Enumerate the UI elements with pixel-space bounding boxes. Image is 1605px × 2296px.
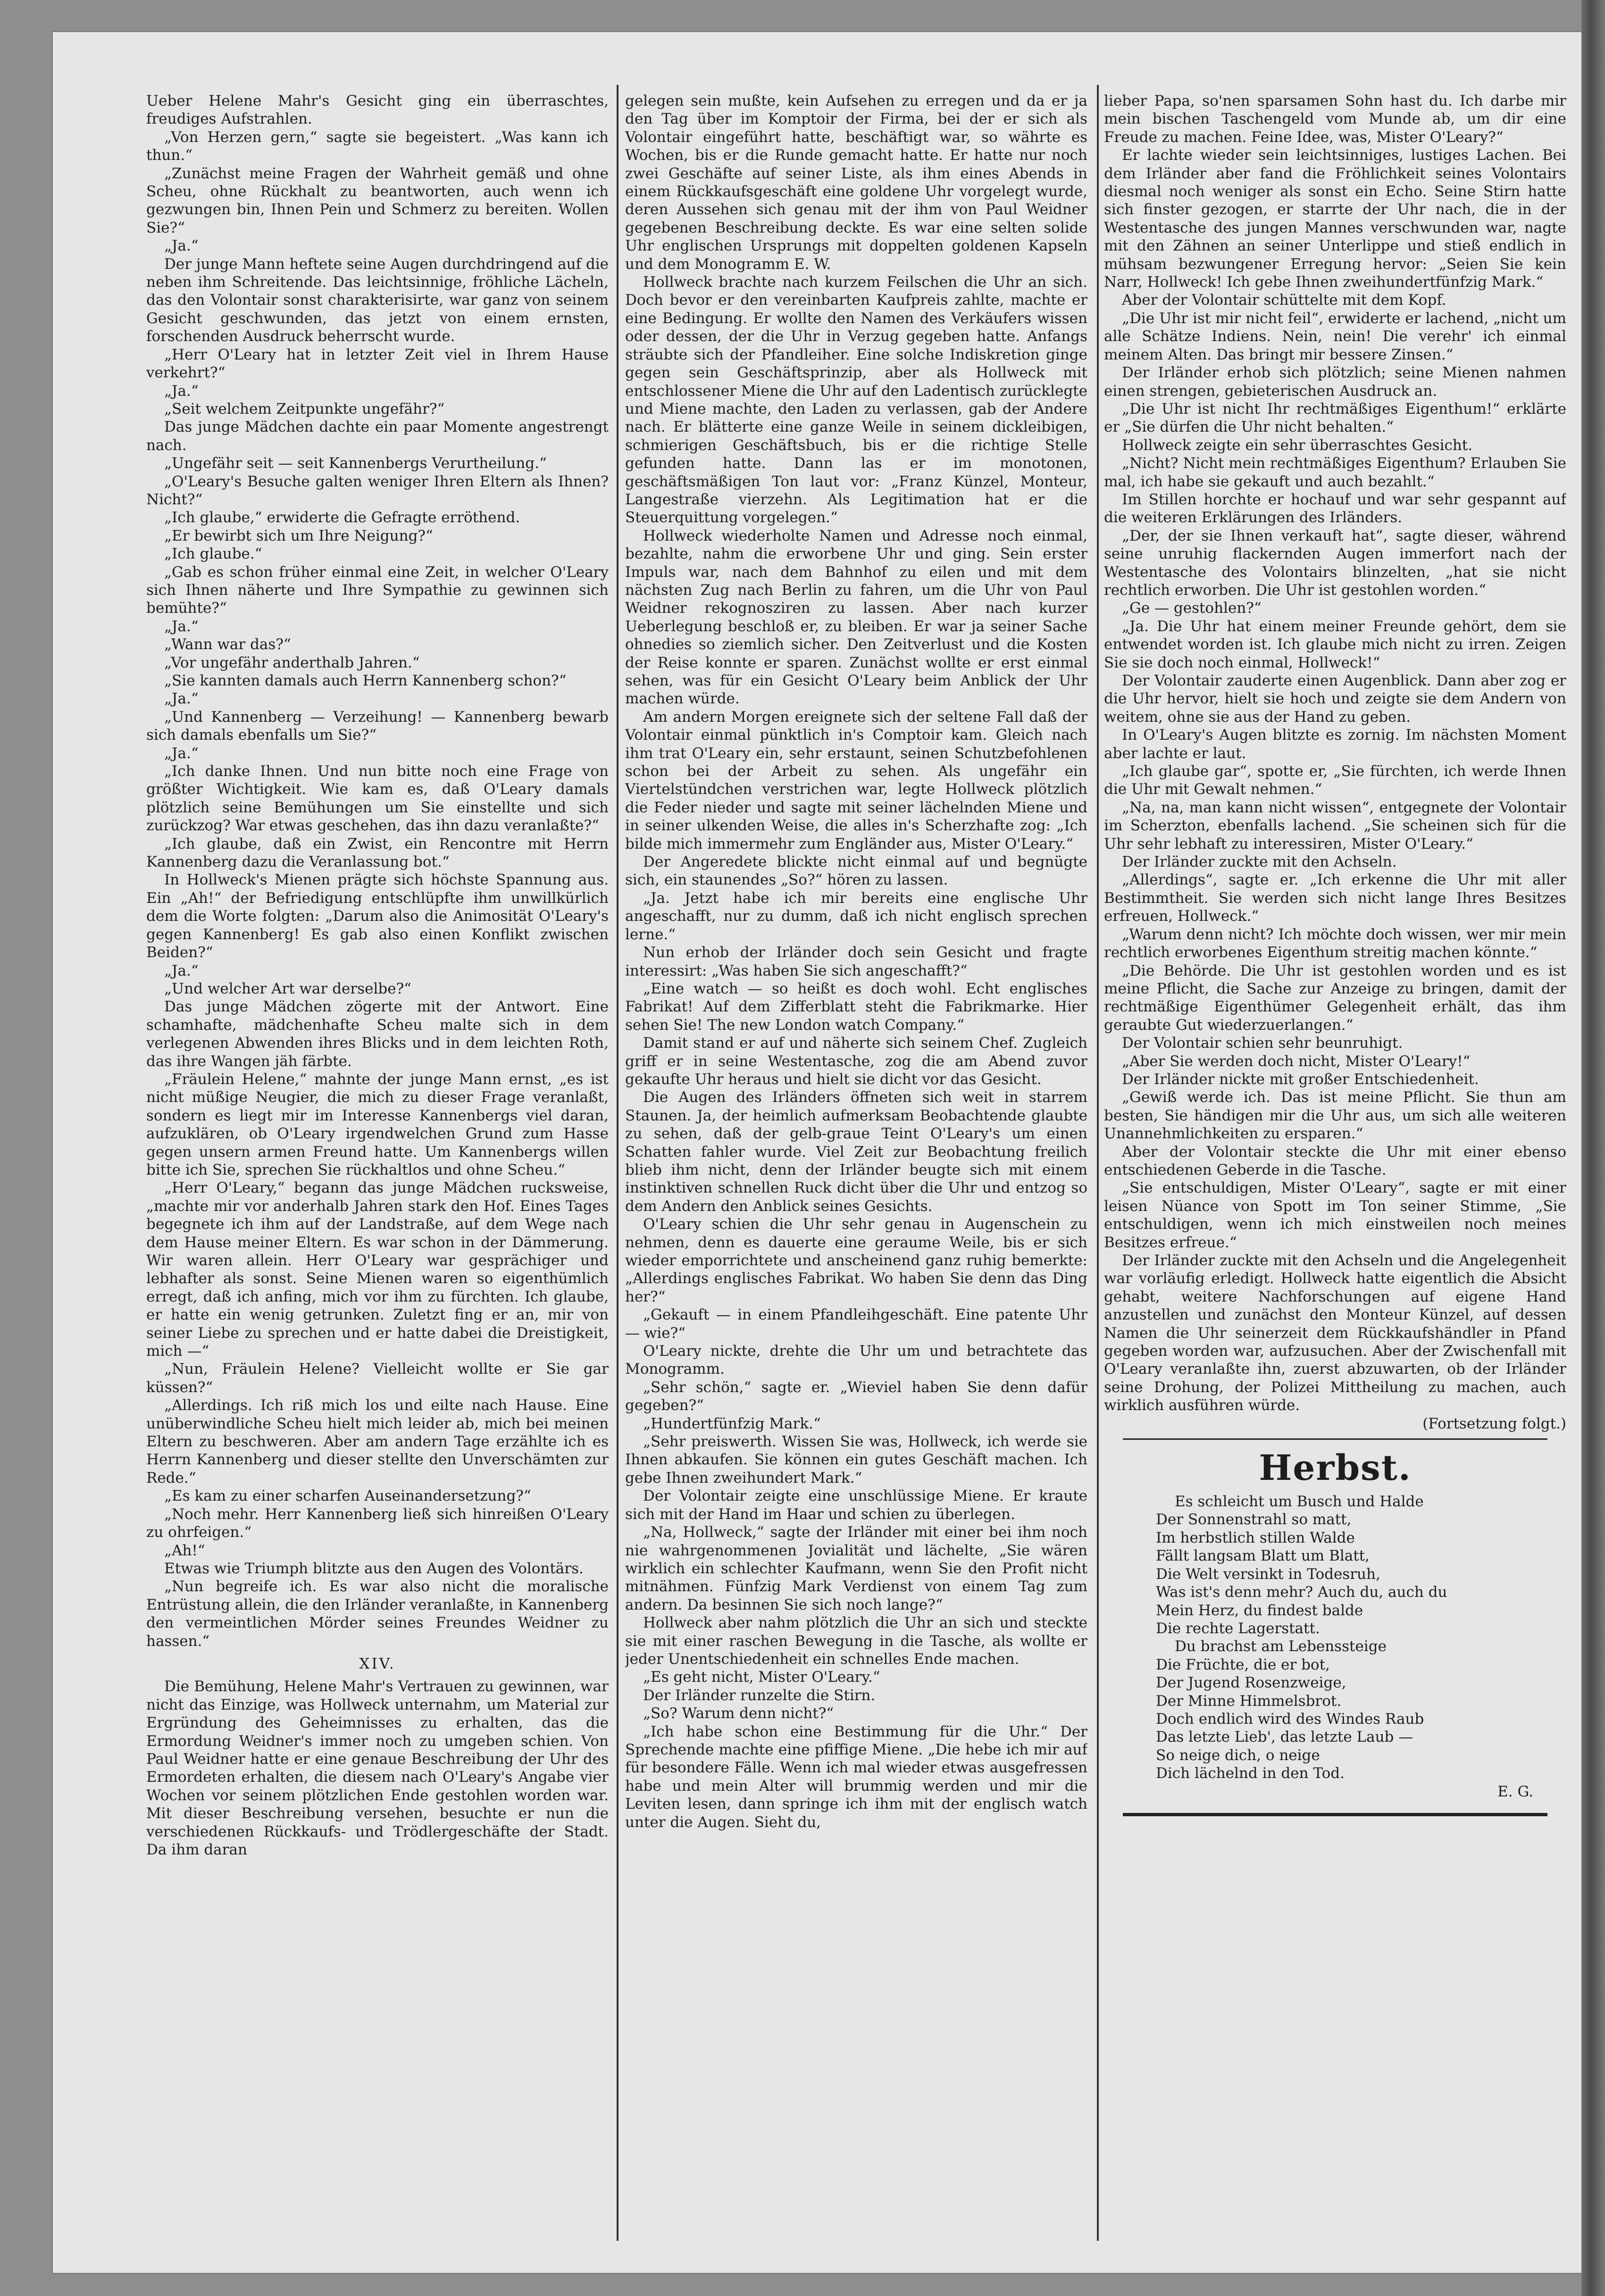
paragraph: „Ja.“ xyxy=(164,618,199,635)
paragraph: „Sehr schön,“ sagte er. „Wieviel haben Sie denn dafür gegeben?“ xyxy=(625,1378,1087,1414)
paragraph: „Gab es schon früher einmal eine Zeit, in welcher O'Leary sich Ihnen näherte und Ihre Sympathie zu gewinnen sich bemühte?“ xyxy=(146,563,609,617)
paragraph: „Ich danke Ihnen. Und nun bitte noch eine Frage von größter Wichtigkeit. Wie kam es, daß O'Leary damals plötzlich seine Bemühungen um Sie einstellte und sich zurückzog? War etwas geschehen, das ihn dazu veranlaßte?“ xyxy=(146,763,609,835)
poem-line: Die Früchte, die er bot, xyxy=(1156,1656,1330,1673)
paragraph: „Eine watch — so heißt es doch wohl. Echt englisches Fabrikat! Auf dem Zifferblatt steht die Fabrikmarke. Hier sehen Sie! The new London watch Company.“ xyxy=(625,980,1087,1034)
paragraph: „Ja. Die Uhr hat einem meiner Freunde gehört, dem sie entwendet worden ist. Ich glaube mich nicht zu irren. Zeigen Sie sie doch noch einmal, Hollweck!“ xyxy=(1104,618,1566,671)
paragraph: Er lachte wieder sein leichtsinniges, lustiges Lachen. Bei dem Irländer aber fand die Fröhlichkeit seines Volontairs diesmal noch weniger als sonst ein Echo. Seine Stirn hatte sich finster gezogen, er starrte der Uhr nach, die in der Westentasche des jungen Mannes verschwunden war, nagte mit den Zähnen an seiner Unterlippe und stieß endlich in mühsam bezwungener Erregung hervor: „Seien Sie kein Narr, Hollweck! Ich gebe Ihnen zweihundertfünfzig Mark.“ xyxy=(1104,147,1566,291)
paragraph: „So? Warum denn nicht?“ xyxy=(643,1705,834,1722)
paragraph: „Ge — gestohlen?“ xyxy=(1122,600,1262,617)
paragraph: „Gewiß werde ich. Das ist meine Pflicht. Sie thun am besten, Sie händigen mir die Uhr aus, um sich alle weiteren Unannehmlichkeiten zu ersparen.“ xyxy=(1104,1089,1566,1143)
poem-line: Fällt langsam Blatt um Blatt, xyxy=(1156,1547,1370,1565)
paragraph: „Sie entschuldigen, Mister O'Leary“, sagte er mit einer leisen Nüance von Spott im Ton seiner Stimme, „Sie entschuldigen, wenn ich mich einstweilen noch meines Besitzes erfreue.“ xyxy=(1104,1179,1566,1251)
paragraph: Die Augen des Irländers öffneten sich weit in starrem Staunen. Ja, der heimlich aufmerksam Beobachtende glaubte zu sehen, daß der gelb-graue Teint O'Leary's um einen Schatten fahler wurde. Viel Zeit zur Beobachtung freilich blieb ihm nicht, denn der Irländer beugte sich mit einem instinktiven schnellen Ruck dicht über die Uhr und entzog so dem Andern den Anblick seines Gesichts. xyxy=(625,1089,1087,1215)
paragraph: „Nicht? Nicht mein rechtmäßiges Eigenthum? Erlauben Sie mal, ich habe sie gekauft und auch bezahlt.“ xyxy=(1104,455,1566,490)
column-rule-1 xyxy=(617,85,619,2241)
paragraph: „Seit welchem Zeitpunkte ungefähr?“ xyxy=(164,400,445,417)
poem-line: Was ist's denn mehr? Auch du, auch du xyxy=(1156,1584,1447,1601)
poem-line: Die rechte Lagerstatt. xyxy=(1156,1620,1320,1637)
paragraph: O'Leary nickte, drehte die Uhr um und betrachtete das Monogramm. xyxy=(625,1343,1087,1378)
paragraph: „Allerdings“, sagte er. „Ich erkenne die Uhr mit aller Bestimmtheit. Sie werden sich nicht lange Ihres Besitzes erfreuen, Hollweck.“ xyxy=(1104,871,1566,925)
continued-note: (Fortsetzung folgt.) xyxy=(1422,1415,1566,1432)
paragraph: „Allerdings. Ich riß mich los und eilte nach Hause. Eine unüberwindliche Scheu hielt mich leider ab, mich bei meinen Eltern zu beschweren. Aber am andern Tage erzählte ich es Herrn Kannenberg und dieser stellte den Unverschämten zur Rede.“ xyxy=(146,1397,609,1486)
paragraph: Die Bemühung, Helene Mahr's Vertrauen zu gewinnen, war nicht das Einzige, was Hollweck unternahm, um Material zur Ergründung des Geheimnisses zu erhalten, das die Ermordung Weidner's immer noch zu umgeben schien. Von Paul Weidner hatte er eine genaue Beschreibung der Uhr des Ermordeten erhalten, die diesem nach O'Leary's Angabe vier Wochen vor seinem plötzlichen Ende gestohlen worden war. Mit dieser Beschreibung versehen, besuchte er nun die verschiedenen Rückkaufs- und Trödlergeschäfte der Stadt. Da ihm daran xyxy=(146,1678,609,1858)
paragraph: Etwas wie Triumph blitzte aus den Augen des Volontärs. xyxy=(164,1560,584,1577)
paragraph: In O'Leary's Augen blitzte es zornig. Im nächsten Moment aber lachte er laut. xyxy=(1104,726,1566,762)
paragraph: „Herr O'Leary,“ begann das junge Mädchen rucksweise, „machte mir vor anderhalb Jahren stark den Hof. Eines Tages begegnete ich ihm auf der Landstraße, auf dem Wege nach dem Hause meiner Eltern. Es war schon in der Dämmerung. Wir waren allein. Herr O'Leary war gesprächiger und lebhafter als sonst. Seine Mienen waren so eigenthümlich erregt, daß ich anfing, mich vor ihm zu fürchten. Ich glaube, er hatte ein wenig getrunken. Zuletzt fing er an, mir von seiner Liebe zu sprechen und er hatte dabei die Dreistigkeit, mich —“ xyxy=(146,1179,609,1360)
paragraph: „Vor ungefähr anderthalb Jahren.“ xyxy=(164,654,420,671)
paragraph: Der junge Mann heftete seine Augen durchdringend auf die neben ihm Schreitende. Das leichtsinnige, fröhliche Lächeln, das den Volontair sonst charakterisirte, war ganz von seinem Gesicht geschwunden, das jetzt von einem ernsten, forschenden Ausdruck beherrscht wurde. xyxy=(146,255,609,345)
book-spine xyxy=(1581,0,1605,2296)
paragraph: Ueber Helene Mahr's Gesicht ging ein überraschtes, freudiges Aufstrahlen. xyxy=(146,92,609,128)
paragraph: „Sehr preiswerth. Wissen Sie was, Hollweck, ich werde sie Ihnen abkaufen. Sie können ein gutes Geschäft machen. Ich gebe Ihnen zweihundert Mark.“ xyxy=(625,1433,1087,1486)
paragraph: Am andern Morgen ereignete sich der seltene Fall daß der Volontair einmal pünktlich in's Comptoir kam. Gleich nach ihm trat O'Leary ein, sehr erstaunt, seinen Schutzbefohlenen schon bei der Arbeit zu sehen. Als ungefähr ein Viertelstündchen verstrichen war, legte Hollweck plötzlich die Feder nieder und sagte mit seiner lächelnden Miene und in seiner ulkenden Weise, die alles in's Scherzhafte zog: „Ich bilde mich immermehr zum Engländer aus, Mister O'Leary.“ xyxy=(625,708,1087,852)
text-column-3 xyxy=(1104,92,1566,2262)
paragraph: „Aber Sie werden doch nicht, Mister O'Leary!“ xyxy=(1122,1052,1471,1070)
paragraph: „Ja.“ xyxy=(164,744,199,762)
poem-title: Herbst. xyxy=(1259,1448,1412,1489)
paragraph: „Wann war das?“ xyxy=(164,636,291,653)
paragraph: „Von Herzen gern,“ sagte sie begeistert. „Was kann ich thun.“ xyxy=(146,128,609,164)
paragraph: „Zunächst meine Fragen der Wahrheit gemäß und ohne Scheu, ohne Rückhalt zu beantworten, auch wenn ich gezwungen bin, Ihnen Pein und Schmerz zu bereiten. Wollen Sie?“ xyxy=(146,165,609,236)
paragraph: Hollweck aber nahm plötzlich die Uhr an sich und steckte sie mit einer raschen Bewegung in die Tasche, als wollte er jeder Unentschiedenheit ein schnelles Ende machen. xyxy=(625,1614,1087,1668)
paragraph: „Noch mehr. Herr Kannenberg ließ sich hinreißen O'Leary zu ohrfeigen.“ xyxy=(146,1505,609,1541)
paragraph: „Ja.“ xyxy=(164,962,199,979)
paragraph: „Nun, Fräulein Helene? Vielleicht wollte er Sie gar küssen?“ xyxy=(146,1361,609,1396)
paragraph: „Und Kannenberg — Verzeihung! — Kannenberg bewarb sich damals ebenfalls um Sie?“ xyxy=(146,708,609,744)
paragraph: „Fräulein Helene,“ mahnte der junge Mann ernst, „es ist nicht müßige Neugier, die mich zu dieser Frage veranlaßt, sondern es liegt mir im Interesse Kannenbergs viel daran, aufzuklären, ob O'Leary irgendwelchen Grund zum Hasse gegen unsern armen Freund hatte. Um Kannenbergs willen bitte ich Sie, sprechen Sie rückhaltlos und ohne Scheu.“ xyxy=(146,1070,609,1178)
poem-line: Mein Herz, du findest balde xyxy=(1156,1602,1363,1619)
text-column-1 xyxy=(146,92,609,2262)
text-column-2 xyxy=(625,92,1087,2262)
poem-line: Der Jugend Rosenzweige, xyxy=(1156,1674,1346,1692)
paragraph: „Ich glaube,“ erwiderte die Gefragte erröthend. xyxy=(164,509,520,526)
paragraph: Der Irländer zuckte mit den Achseln. xyxy=(1122,853,1397,871)
paragraph: Der Angeredete blickte nicht einmal auf und begnügte sich, ein staunendes „So?“ hören zu lassen. xyxy=(625,853,1087,889)
paragraph: Der Irländer runzelte die Stirn. xyxy=(643,1687,876,1704)
poem-line: Der Sonnenstrahl so matt, xyxy=(1156,1511,1352,1528)
paragraph: O'Leary schien die Uhr sehr genau in Augenschein zu nehmen, denn es dauerte eine geraume Weile, bis er sich wieder emporrichtete und anscheinend ganz ruhig bemerkte: „Allerdings englisches Fabrikat. Wo haben Sie denn das Ding her?“ xyxy=(625,1216,1087,1305)
paragraph: Aber der Volontair steckte die Uhr mit einer ebenso entschiedenen Geberde in die Tasche. xyxy=(1104,1143,1566,1178)
paragraph: „Na, na, man kann nicht wissen“, entgegnete der Volontair im Scherzton, ebenfalls lachend. „Sie scheinen sich für die Uhr sehr lebhaft zu interessiren, Mister O'Leary.“ xyxy=(1104,799,1566,852)
paragraph: Hollweck wiederholte Namen und Adresse noch einmal, bezahlte, nahm die erworbene Uhr und ging. Sein erster Impuls war, nach dem Bahnhof zu eilen und mit dem nächsten Zug nach Berlin zu fahren, um die Uhr von Paul Weidner rekognosziren zu lassen. Aber nach kurzer Ueberlegung beschloß er, zu bleiben. Er war ja seiner Sache ohnedies so ziemlich sicher. Den Zeitverlust und die Kosten der Reise konnte er sparen. Zunächst wollte er erst einmal sehen, was für ein Gesicht O'Leary beim Anblick der Uhr machen würde. xyxy=(625,527,1087,708)
paragraph: Damit stand er auf und näherte sich seinem Chef. Zugleich griff er in seine Westentasche, zog die am Abend zuvor gekaufte Uhr heraus und hielt sie dicht vor das Gesicht. xyxy=(625,1035,1087,1088)
paragraph: Das junge Mädchen zögerte mit der Antwort. Eine schamhafte, mädchenhafte Scheu malte sich in dem verlegenen Abwenden ihres Blicks und in dem leichten Roth, das ihre Wangen jäh färbte. xyxy=(146,998,609,1070)
paragraph: „Ich glaube, daß ein Zwist, ein Rencontre mit Herrn Kannenberg dazu die Veranlassung bot.“ xyxy=(146,835,609,871)
paragraph: „Ich habe schon eine Bestimmung für die Uhr.“ Der Sprechende machte eine pfiffige Miene. „Die hebe ich mir auf für besondere Fälle. Wenn ich mal wieder etwas ausgefressen habe und mein Alter will brummig werden und mir die Leviten lesen, dann springe ich ihm mit der englisch watch unter die Augen. Sieht du, xyxy=(625,1723,1087,1831)
end-rule xyxy=(1123,1813,1547,1816)
paragraph: Das junge Mädchen dachte ein paar Momente angestrengt nach. xyxy=(146,418,609,454)
paragraph: Nun erhob der Irländer doch sein Gesicht und fragte interessirt: „Was haben Sie sich angeschafft?“ xyxy=(625,944,1087,979)
column-3-article xyxy=(1104,92,1566,1415)
paragraph: „Ja.“ xyxy=(164,382,199,400)
poem-line: Doch endlich wird des Windes Raub xyxy=(1156,1710,1424,1728)
paragraph: Der Volontair zauderte einen Augenblick. Dann aber zog er die Uhr hervor, hielt sie hoch und zeigte sie dem Andern von weitem, ohne sie aus der Hand zu geben. xyxy=(1104,672,1566,726)
paragraph: „Herr O'Leary hat in letzter Zeit viel in Ihrem Hause verkehrt?“ xyxy=(146,346,609,382)
paragraph: „Ich glaube gar“, spotte er, „Sie fürchten, ich werde Ihnen die Uhr mit Gewalt nehmen.“ xyxy=(1104,763,1566,798)
paragraph: „Na, Hollweck,“ sagte der Irländer mit einer bei ihm noch nie wahrgenommenen Jovialität und lächelte, „Sie wären wirklich ein schlechter Kaufmann, wenn Sie den Profit nicht mitnähmen. Fünfzig Mark Verdienst von einem Tag zum andern. Da besinnen Sie sich noch lange?“ xyxy=(625,1524,1087,1613)
paragraph: „Sie kannten damals auch Herrn Kannenberg schon?“ xyxy=(164,672,567,689)
paragraph: „Hundertfünfzig Mark.“ xyxy=(643,1415,821,1432)
paragraph: „Ah!“ xyxy=(164,1542,205,1559)
poem-line: Es schleicht um Busch und Halde xyxy=(1175,1493,1424,1511)
paragraph: „Der, der sie Ihnen verkauft hat“, sagte dieser, während seine unruhig flackernden Augen immerfort nach der Westentasche des Volontairs blinzelten, „hat sie nicht rechtlich erworben. Die Uhr ist gestohlen worden.“ xyxy=(1104,527,1566,599)
paragraph: Hollweck brachte nach kurzem Feilschen die Uhr an sich. Doch bevor er den vereinbarten Kaufpreis zahlte, machte er eine Bedingung. Er wollte den Namen des Verkäufers wissen oder dessen, der die Uhr in Verzug gegeben hatte. Anfangs sträubte sich der Pfandleiher. Eine solche Indiskretion ginge gegen sein Geschäftsprinzip, aber als Hollweck mit entschlossener Miene die Uhr auf den Ladentisch zurücklegte und Miene machte, den Laden zu verlassen, gab der Andere nach. Er blätterte eine ganze Weile in seinem dickleibigen, schmierigen Geschäftsbuch, bis er die richtige Stelle gefunden hatte. Dann las er im monotonen, geschäftsmäßigen Ton laut vor: „Franz Künzel, Monteur, Langestraße vierzehn. Als Legitimation hat er die Steuerquittung vorgelegen.“ xyxy=(625,274,1087,526)
poem-body xyxy=(1104,1493,1566,1783)
paragraph: Der Irländer nickte mit großer Entschiedenheit. xyxy=(1122,1070,1479,1088)
paragraph: „Es geht nicht, Mister O'Leary.“ xyxy=(643,1669,880,1686)
poem-line: Du brachst am Lebenssteige xyxy=(1175,1638,1387,1655)
poem-line: So neige dich, o neige xyxy=(1156,1746,1320,1764)
paragraph: „Die Uhr ist nicht Ihr rechtmäßiges Eigenthum!“ erklärte er „Sie dürfen die Uhr nicht behalten.“ xyxy=(1104,400,1566,436)
poem-line: Die Welt versinkt in Todesruh, xyxy=(1156,1565,1380,1583)
paragraph: „O'Leary's Besuche galten weniger Ihren Eltern als Ihnen? Nicht?“ xyxy=(146,473,609,508)
paragraph: lieber Papa, so'nen sparsamen Sohn hast du. Ich darbe mir mein bischen Taschengeld vom Munde ab, um dir eine Freude zu machen. Feine Idee, was, Mister O'Leary?“ xyxy=(1104,92,1566,146)
paragraph: „Gekauft — in einem Pfandleihgeschäft. Eine patente Uhr — wie?“ xyxy=(625,1306,1087,1342)
paragraph: „Die Behörde. Die Uhr ist gestohlen worden und es ist meine Pflicht, die Sache zur Anzeige zu bringen, damit der rechtmäßige Eigenthümer Gelegenheit erhält, das ihm geraubte Gut wiederzuerlangen.“ xyxy=(1104,962,1566,1034)
paragraph: „Er bewirbt sich um Ihre Neigung?“ xyxy=(164,527,433,544)
paragraph: Der Irländer erhob sich plötzlich; seine Mienen nahmen einen strengen, gebieterischen Ausdruck an. xyxy=(1104,364,1566,400)
paragraph: „Nun begreife ich. Es war also nicht die moralische Entrüstung allein, die den Irländer veranlaßte, in Kannenberg den vermeintlichen Mörder seines Freundes Weidner zu hassen.“ xyxy=(146,1578,609,1650)
paragraph: „Die Uhr ist mir nicht feil“, erwiderte er lachend, „nicht um alle Schätze Indiens. Nein, nein! Die verehr' ich einmal meinem Alten. Das bringt mir bessere Zinsen.“ xyxy=(1104,309,1566,363)
paragraph: Hollweck zeigte ein sehr überraschtes Gesicht. xyxy=(1122,436,1473,454)
poem-line: Der Minne Himmelsbrot. xyxy=(1156,1692,1342,1710)
poem-line: Dich lächelnd in den Tod. xyxy=(1156,1765,1345,1782)
poem-signature: E. G. xyxy=(1497,1783,1533,1800)
paragraph: „Und welcher Art war derselbe?“ xyxy=(164,980,412,997)
paragraph: „Es kam zu einer scharfen Auseinandersetzung?“ xyxy=(164,1487,531,1505)
paragraph: „Ja. Jetzt habe ich mir bereits eine englische Uhr angeschafft, nur zu dumm, daß ich nicht englisch sprechen lerne.“ xyxy=(625,889,1087,943)
paragraph: „Ja.“ xyxy=(164,690,199,708)
column-rule-2 xyxy=(1097,85,1099,2241)
paragraph: Der Volontair zeigte eine unschlüssige Miene. Er kraute sich mit der Hand im Haar und schien zu überlegen. xyxy=(625,1487,1087,1523)
section-number: XIV. xyxy=(359,1655,396,1672)
poem-line: Das letzte Lieb', das letzte Laub — xyxy=(1156,1728,1413,1746)
paragraph: Der Irländer zuckte mit den Achseln und die Angelegenheit war vorläufig erledigt. Hollweck hatte eigentlich die Absicht gehabt, weitere Nachforschungen auf eigene Hand anzustellen und zunächst den Monteur Künzel, auf dessen Namen die Uhr seinerzeit dem Rückkaufshändler in Pfand gegeben worden war, aufzusuchen. Aber der Zwischenfall mit O'Leary veranlaßte ihn, zuerst abzuwarten, ob der Irländer seine Drohung, der Polizei Mittheilung zu machen, auch wirklich ausführen würde. xyxy=(1104,1252,1566,1414)
poem-line: Im herbstlich stillen Walde xyxy=(1156,1529,1355,1546)
paragraph: Aber der Volontair schüttelte mit dem Kopf. xyxy=(1122,292,1446,309)
paragraph: „Ich glaube.“ xyxy=(164,545,262,563)
paragraph: Im Stillen horchte er hochauf und war sehr gespannt auf die weiteren Erklärungen des Irländers. xyxy=(1104,491,1566,526)
paragraph: In Hollweck's Mienen prägte sich höchste Spannung aus. Ein „Ah!“ der Befriedigung entschlüpfte ihm unwillkürlich dem die Worte folgten: „Darum also die Animosität O'Leary's gegen Kannenberg! Es gab also einen Konflikt zwischen Beiden?“ xyxy=(146,871,609,961)
paragraph: Der Volontair schien sehr beunruhigt. xyxy=(1122,1035,1403,1052)
paragraph: „Ja.“ xyxy=(164,237,199,255)
section-divider xyxy=(1123,1438,1547,1440)
paragraph: gelegen sein mußte, kein Aufsehen zu erregen und da er ja den Tag über im Komptoir der Firma, bei der er sich als Volontair eingeführt hatte, beschäftigt war, so währte es Wochen, bis er die Runde gemacht hatte. Er hatte nur noch zwei Geschäfte auf seiner Liste, als ihm eines Abends in einem Rückkaufsgeschäft eine goldene Uhr vorgelegt wurde, deren Aussehen sich genau mit der ihm von Paul Weidner gegebenen Beschreibung deckte. Es war eine selten solide Uhr englischen Ursprungs mit doppelten goldenen Kapseln und dem Monogramm E. W. xyxy=(625,92,1087,273)
paragraph: „Ungefähr seit — seit Kannenbergs Verurtheilung.“ xyxy=(164,455,547,472)
paragraph: „Warum denn nicht? Ich möchte doch wissen, wer mir mein rechtlich erworbenes Eigenthum streitig machen könnte.“ xyxy=(1104,926,1566,961)
